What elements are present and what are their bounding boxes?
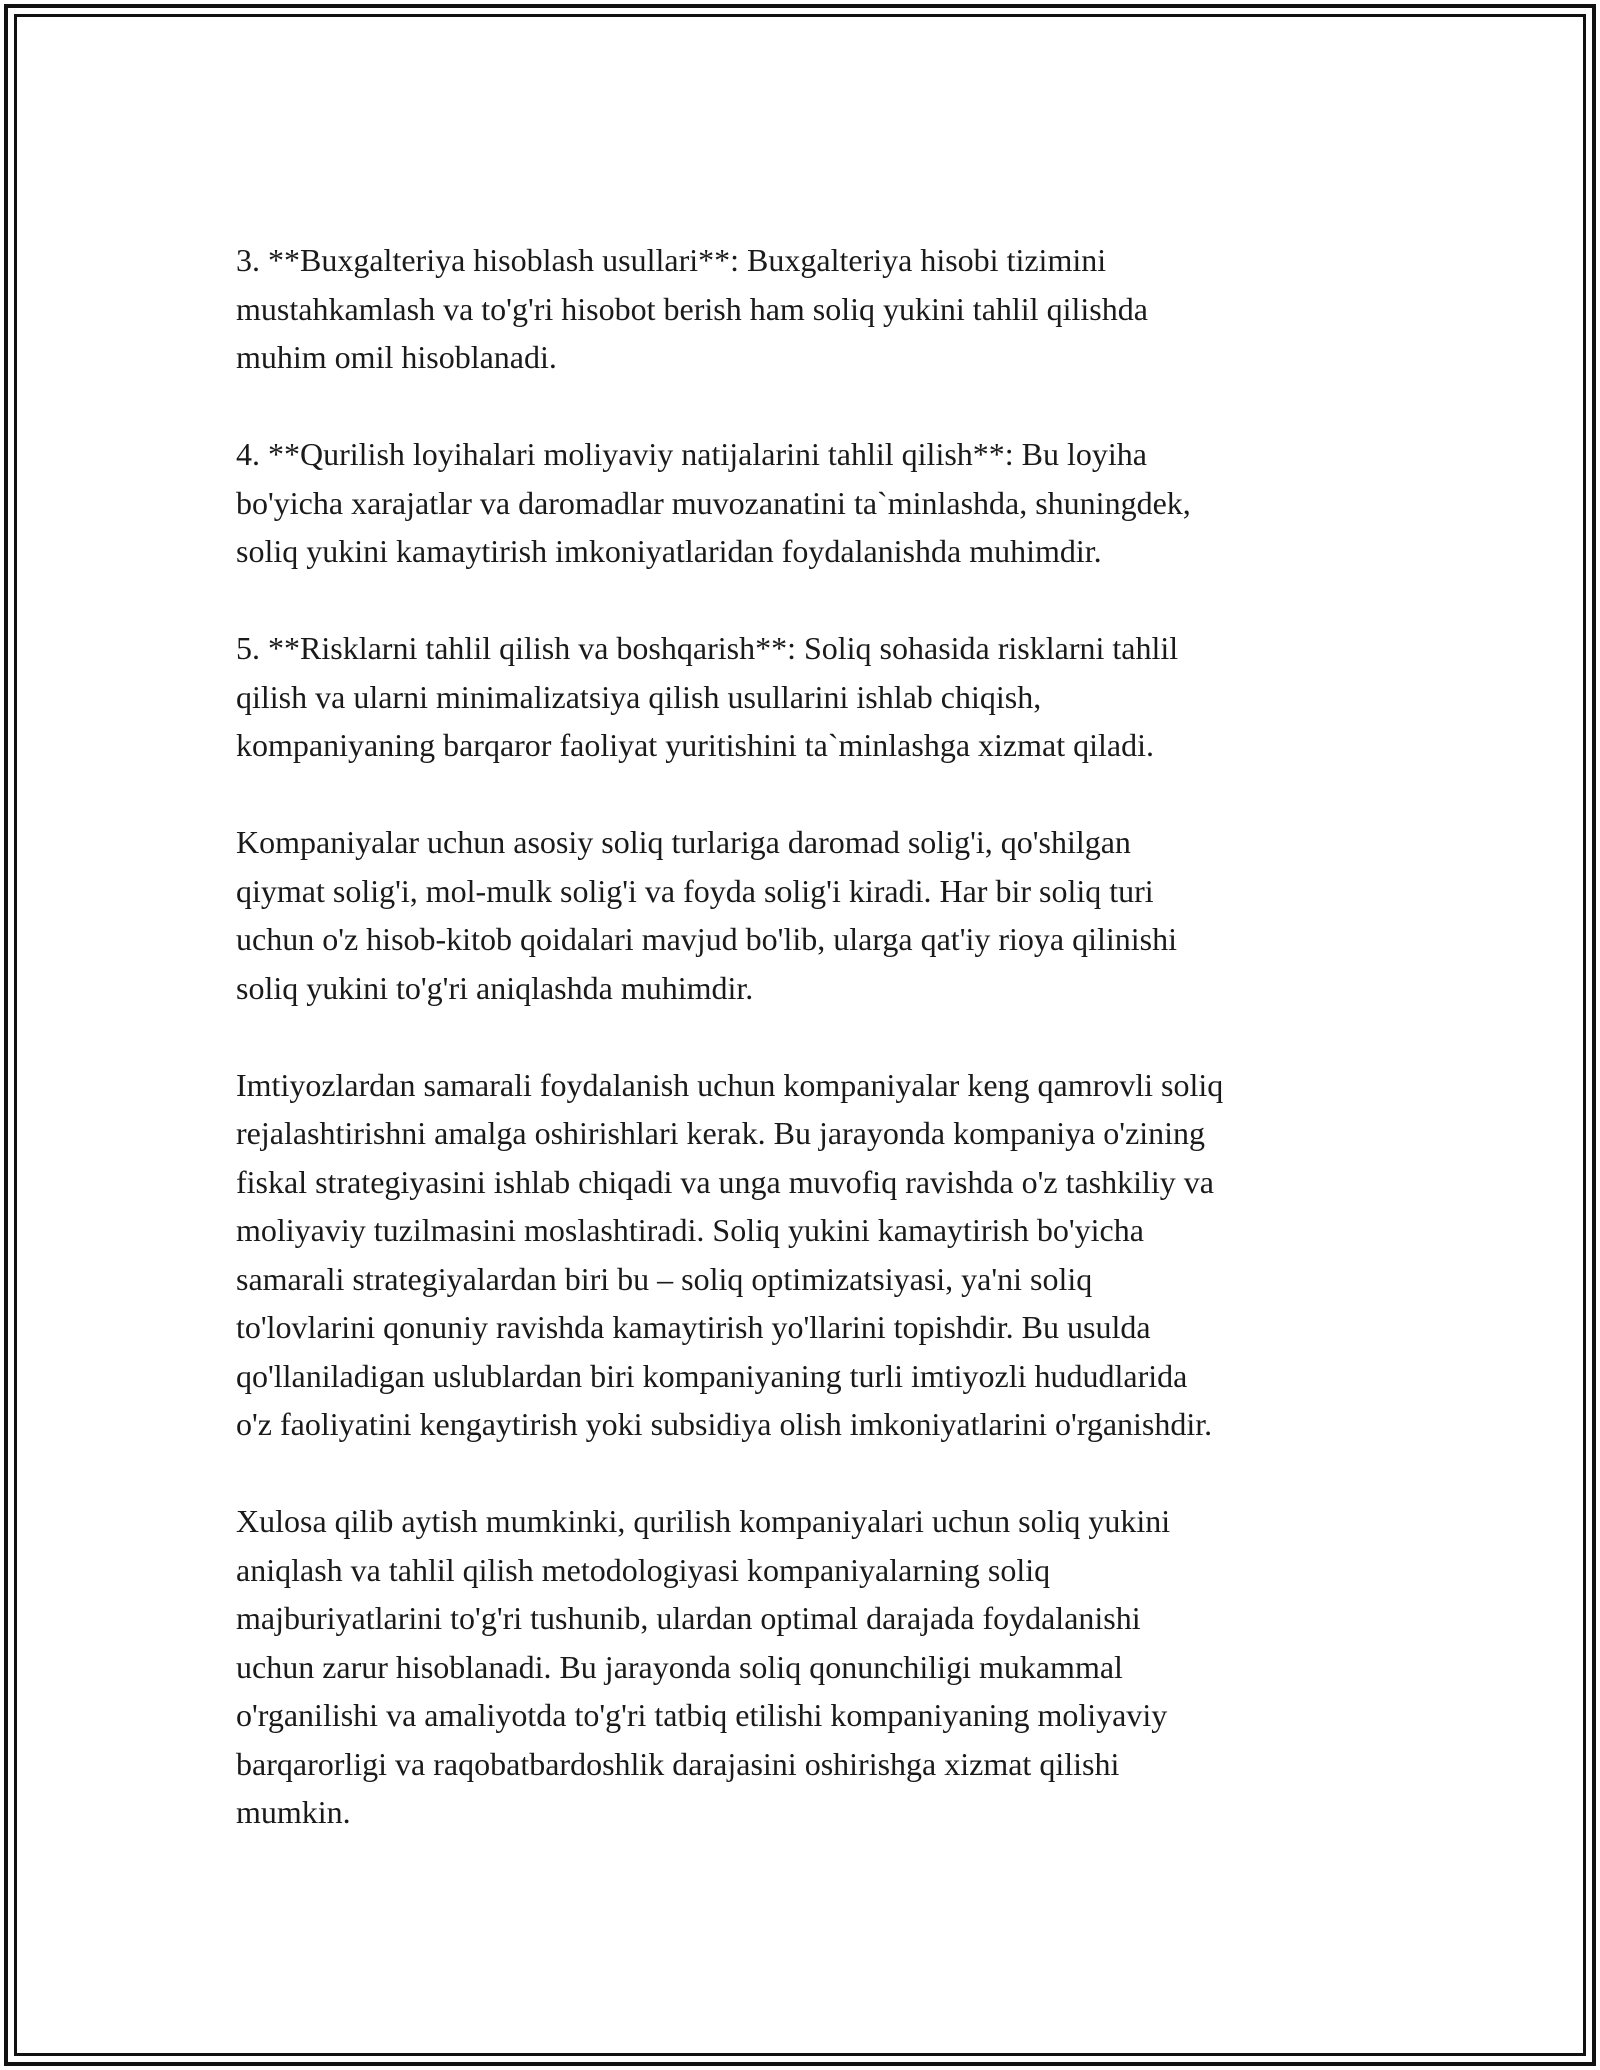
text-line: qo'llaniladigan uslublardan biri kompaniyaning turli imtiyozli hududlarida — [236, 1357, 1188, 1394]
text-line: Xulosa qilib aytish mumkinki, qurilish kompaniyalari uchun soliq yukini — [236, 1503, 1171, 1539]
text-line: soliq yukini to'g'ri aniqlashda muhimdir. — [236, 969, 754, 1006]
text-line: Kompaniyalar uchun asosiy soliq turlariga daromad solig'i, qo'shilgan — [236, 824, 1131, 860]
paragraph-item-3 — [236, 236, 1376, 382]
paragraph-item-4 — [236, 430, 1376, 576]
text-line: kompaniyaning barqaror faoliyat yuritishini ta`minlashga xizmat qiladi. — [236, 727, 1154, 763]
text-line: mustahkamlash va to'g'ri hisobot berish ham soliq yukini tahlil qilishda — [236, 290, 1148, 327]
text-line: 5. **Risklarni tahlil qilish va boshqarish**: Soliq sohasida risklarni tahlil — [236, 630, 1179, 666]
text-line: fiskal strategiyasini ishlab chiqadi va unga muvofiq ravishda o'z tashkiliy va — [236, 1163, 1214, 1200]
text-line: soliq yukini kamaytirish imkoniyatlaridan foydalanishda muhimdir. — [236, 533, 1102, 569]
document-body — [236, 236, 1376, 1837]
text-line: o'z faoliyatini kengaytirish yoki subsidiya olish imkoniyatlarini o'rganishdir. — [236, 1406, 1213, 1442]
text-line: Imtiyozlardan samarali foydalanish uchun kompaniyalar keng qamrovli soliq — [236, 1066, 1224, 1103]
text-line: 4. **Qurilish loyihalari moliyaviy natijalarini tahlil qilish**: Bu loyiha — [236, 436, 1147, 472]
text-line: aniqlash va tahlil qilish metodologiyasi kompaniyalarning soliq — [236, 1551, 1051, 1588]
text-line: bo'yicha xarajatlar va daromadlar muvozanatini ta`minlashda, shuningdek, — [236, 484, 1191, 521]
text-line: uchun zarur hisoblanadi. Bu jarayonda soliq qonunchiligi mukammal — [236, 1648, 1123, 1685]
paragraph-tax-planning — [236, 1061, 1376, 1449]
text-line: qiymat solig'i, mol-mulk solig'i va foyda solig'i kiradi. Har bir soliq turi — [236, 872, 1154, 909]
text-line: uchun o'z hisob-kitob qoidalari mavjud bo'lib, ularga qat'iy rioya qilinishi — [236, 921, 1177, 957]
text-line: rejalashtirishni amalga oshirishlari kerak. Bu jarayonda kompaniya o'zining — [236, 1115, 1206, 1151]
text-line: qilish va ularni minimalizatsiya qilish usullarini ishlab chiqish, — [236, 678, 1042, 715]
text-line: muhim omil hisoblanadi. — [236, 339, 557, 375]
text-line: samarali strategiyalardan biri bu – soliq optimizatsiyasi, ya'ni soliq — [236, 1260, 1093, 1297]
text-line: barqarorligi va raqobatbardoshlik darajasini oshirishga xizmat qilishi — [236, 1745, 1120, 1782]
text-line: o'rganilishi va amaliyotda to'g'ri tatbiq etilishi kompaniyaning moliyaviy — [236, 1697, 1168, 1733]
text-line: 3. **Buxgalteriya hisoblash usullari**: Buxgalteriya hisobi tizimini — [236, 242, 1107, 278]
text-line: mumkin. — [236, 1794, 351, 1830]
text-line: moliyaviy tuzilmasini moslashtiradi. Soliq yukini kamaytirish bo'yicha — [236, 1212, 1144, 1248]
paragraph-conclusion — [236, 1497, 1376, 1837]
paragraph-tax-types — [236, 818, 1376, 1012]
text-line: to'lovlarini qonuniy ravishda kamaytirish yo'llarini topishdir. Bu usulda — [236, 1309, 1151, 1345]
paragraph-item-5 — [236, 624, 1376, 770]
text-line: majburiyatlarini to'g'ri tushunib, ulardan optimal darajada foydalanishi — [236, 1600, 1141, 1636]
